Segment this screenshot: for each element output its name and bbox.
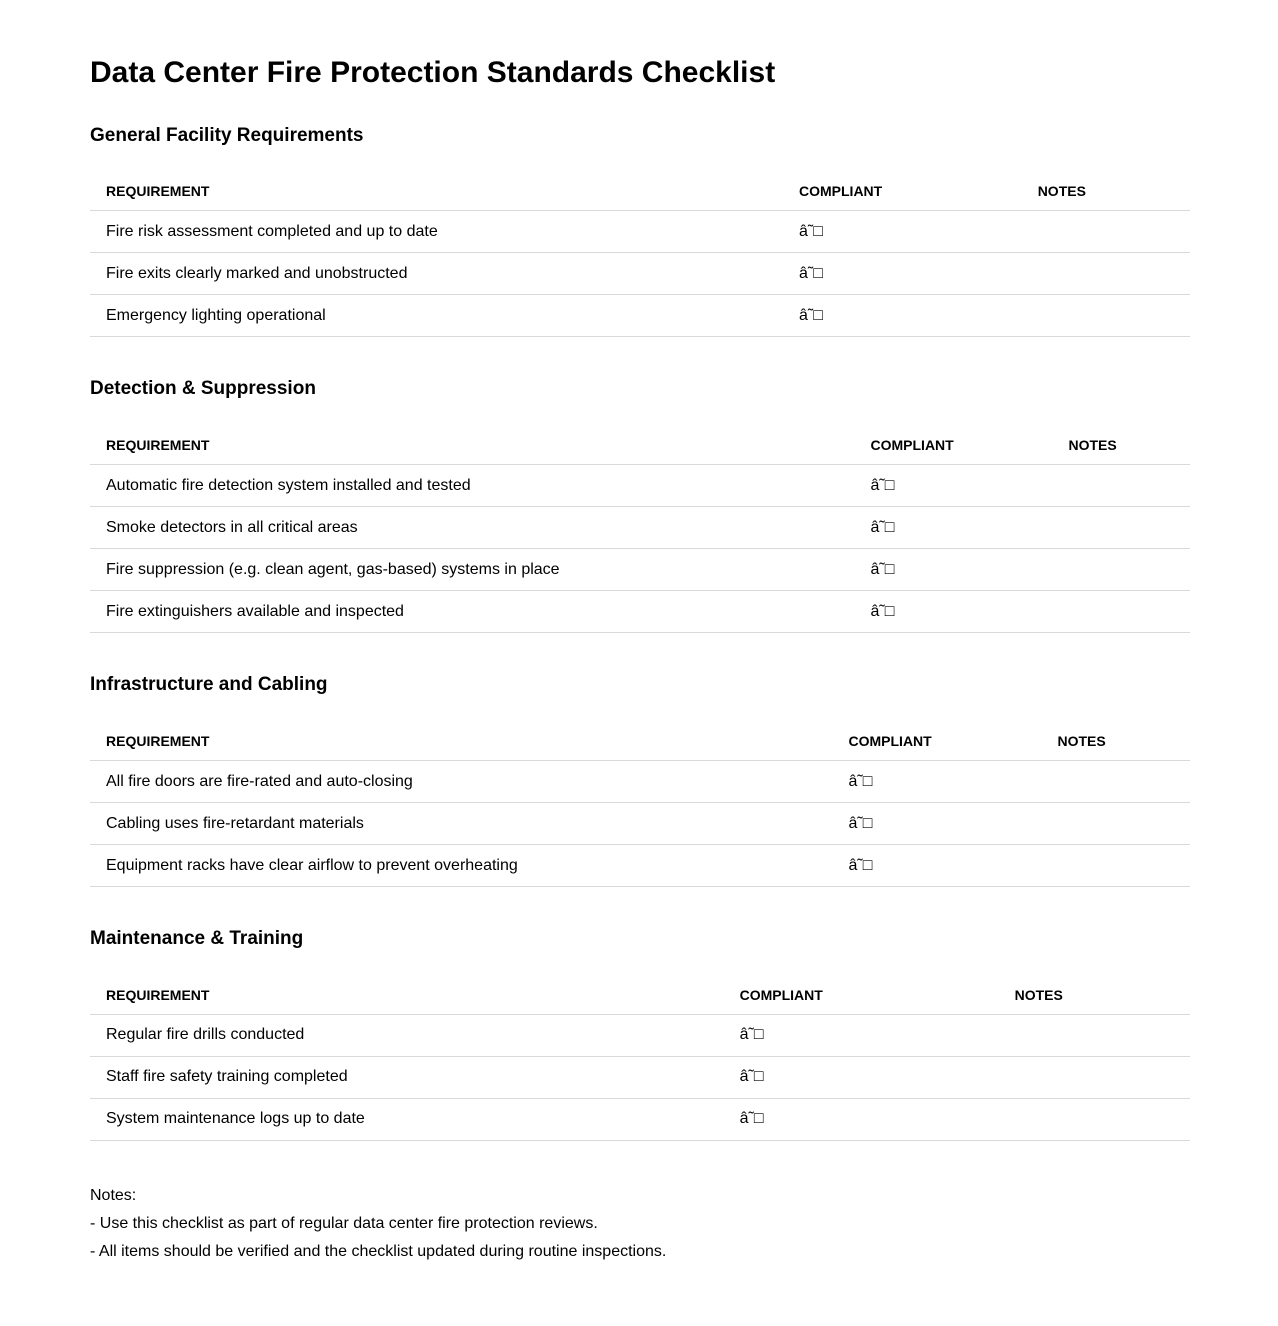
column-header-compliant: COMPLIANT (783, 172, 1022, 211)
column-header-compliant: COMPLIANT (855, 426, 1053, 465)
compliant-checkbox-cell: â˜□ (833, 845, 1042, 887)
notes-cell (1053, 591, 1191, 633)
notes-cell (1042, 761, 1191, 803)
column-header-requirement: REQUIREMENT (90, 976, 724, 1015)
requirement-cell: Automatic fire detection system installed and tested (90, 465, 855, 507)
requirement-cell: Equipment racks have clear airflow to prevent overheating (90, 845, 833, 887)
table-row (90, 1098, 1190, 1140)
requirement-cell: Fire extinguishers available and inspected (90, 591, 855, 633)
table-row (90, 211, 1190, 253)
notes-cell (1053, 507, 1191, 549)
compliant-checkbox-cell: â˜□ (724, 1056, 999, 1098)
compliant-checkbox-cell: â˜□ (833, 761, 1042, 803)
requirement-cell: Emergency lighting operational (90, 295, 783, 337)
checklist-table-general-facility (90, 172, 1190, 337)
table-row (90, 507, 1190, 549)
notes-cell (1022, 295, 1190, 337)
checklist-table-maintenance-training (90, 976, 1190, 1141)
notes-cell (999, 1014, 1190, 1056)
section-heading: General Facility Requirements (90, 124, 364, 146)
requirement-cell: System maintenance logs up to date (90, 1098, 724, 1140)
table-header-row (90, 976, 1190, 1015)
table-row (90, 549, 1190, 591)
requirement-cell: Smoke detectors in all critical areas (90, 507, 855, 549)
column-header-notes: NOTES (999, 976, 1190, 1015)
footer-note-line: - Use this checklist as part of regular data center fire protection reviews. (90, 1214, 598, 1232)
notes-cell (1053, 549, 1191, 591)
column-header-notes: NOTES (1053, 426, 1191, 465)
compliant-checkbox-cell: â˜□ (783, 211, 1022, 253)
notes-cell (1053, 465, 1191, 507)
requirement-cell: Staff fire safety training completed (90, 1056, 724, 1098)
compliant-checkbox-cell: â˜□ (833, 803, 1042, 845)
column-header-compliant: COMPLIANT (833, 722, 1042, 761)
compliant-checkbox-cell: â˜□ (724, 1098, 999, 1140)
section-maintenance-training (90, 928, 1190, 1141)
requirement-cell: All fire doors are fire-rated and auto-closing (90, 761, 833, 803)
footer-notes-heading: Notes: (90, 1186, 137, 1204)
requirement-cell: Cabling uses fire-retardant materials (90, 803, 833, 845)
section-heading: Detection & Suppression (90, 378, 316, 400)
compliant-checkbox-cell: â˜□ (855, 591, 1053, 633)
footer-notes (90, 1182, 1190, 1266)
column-header-requirement: REQUIREMENT (90, 172, 783, 211)
compliant-checkbox-cell: â˜□ (855, 507, 1053, 549)
column-header-notes: NOTES (1022, 172, 1190, 211)
table-row (90, 1014, 1190, 1056)
table-row (90, 253, 1190, 295)
table-header-row (90, 172, 1190, 211)
notes-cell (999, 1056, 1190, 1098)
column-header-requirement: REQUIREMENT (90, 426, 855, 465)
section-detection-suppression (90, 378, 1190, 633)
table-row (90, 295, 1190, 337)
column-header-notes: NOTES (1042, 722, 1191, 761)
table-row (90, 845, 1190, 887)
requirement-cell: Fire exits clearly marked and unobstructed (90, 253, 783, 295)
section-infrastructure-cabling (90, 674, 1190, 887)
notes-cell (1042, 845, 1191, 887)
notes-cell (999, 1098, 1190, 1140)
requirement-cell: Fire suppression (e.g. clean agent, gas-based) systems in place (90, 549, 855, 591)
column-header-requirement: REQUIREMENT (90, 722, 833, 761)
requirement-cell: Regular fire drills conducted (90, 1014, 724, 1056)
table-row (90, 1056, 1190, 1098)
notes-cell (1022, 253, 1190, 295)
table-header-row (90, 722, 1190, 761)
section-heading: Maintenance & Training (90, 928, 304, 950)
compliant-checkbox-cell: â˜□ (855, 549, 1053, 591)
table-row (90, 591, 1190, 633)
notes-cell (1022, 211, 1190, 253)
section-heading: Infrastructure and Cabling (90, 674, 328, 696)
table-header-row (90, 426, 1190, 465)
compliant-checkbox-cell: â˜□ (855, 465, 1053, 507)
requirement-cell: Fire risk assessment completed and up to date (90, 211, 783, 253)
compliant-checkbox-cell: â˜□ (783, 295, 1022, 337)
page-title: Data Center Fire Protection Standards Checklist (90, 56, 776, 89)
compliant-checkbox-cell: â˜□ (724, 1014, 999, 1056)
table-row (90, 465, 1190, 507)
checklist-table-infrastructure-cabling (90, 722, 1190, 887)
table-row (90, 803, 1190, 845)
compliant-checkbox-cell: â˜□ (783, 253, 1022, 295)
column-header-compliant: COMPLIANT (724, 976, 999, 1015)
table-row (90, 761, 1190, 803)
checklist-table-detection-suppression (90, 426, 1190, 633)
notes-cell (1042, 803, 1191, 845)
footer-note-line: - All items should be verified and the checklist updated during routine inspections. (90, 1242, 667, 1260)
section-general-facility-requirements (90, 125, 1190, 338)
